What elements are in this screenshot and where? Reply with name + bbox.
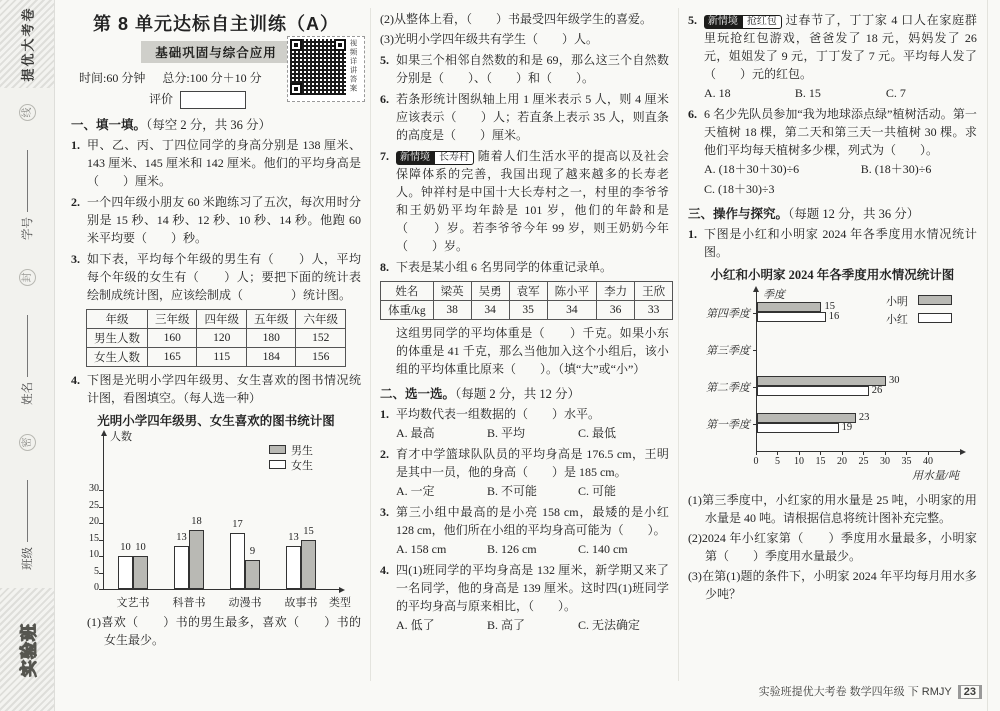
question-text: 甲、乙、丙、丁四位同学的身高分别是 138 厘米、143 厘米、145 厘米和 142 厘米。他们的平均身高是（ ）厘米。 (87, 138, 361, 189)
question-s1-4-sub2: (2)从整体上看，（ ）书最受四年级学生的喜爱。 (379, 12, 652, 26)
x-category-label: 动漫书 (228, 597, 262, 610)
table-cell: 36 (597, 301, 635, 320)
page-footer (759, 683, 982, 699)
bar-value-label: 9 (249, 545, 256, 557)
option-c: C. 7 (885, 86, 906, 100)
section-3-title: 三、操作与探究。 (687, 207, 788, 221)
bar-girls (286, 546, 301, 589)
bar-value-label: 10 (135, 542, 146, 554)
name-blank-line (27, 315, 28, 377)
student-id-label: 学号 (22, 217, 34, 240)
x-tick-label: 10 (793, 456, 804, 467)
question-text: 这组男同学的平均体重是（ ）千克。如果小东的体重是 41 千克，那么当他加入这个小组后，该小组的平均体重比原来（ ）。（填“大”或“小”） (395, 326, 669, 376)
question-s3-1-sub2: (2)2024 年小红家第（ ）季度用水量最多，小明家第（ ）季度用水量最少。 (687, 531, 977, 563)
time-label: 时间:60 分钟 (79, 71, 146, 85)
page-title: 第 8 单元达标自主训练（A） (92, 14, 339, 34)
y-tick-mark (99, 556, 103, 557)
bar-xiaoming (757, 302, 822, 312)
table-cell: 四年级 (197, 310, 247, 329)
y-tick-mark (99, 589, 103, 590)
x-tick-mark (906, 452, 907, 455)
evaluation-label: 评价 (149, 92, 174, 106)
question-s3-1-sub3: (3)在第(1)题的条件下，小明家 2024 年平均每月用水多少吨？ (687, 569, 977, 601)
table-cell: 152 (296, 329, 346, 348)
qr-code (287, 36, 365, 102)
evaluation-input-box[interactable] (180, 91, 246, 109)
table-cell: 156 (296, 348, 346, 367)
y-tick-mark (99, 540, 103, 541)
bar-boys (301, 540, 316, 590)
question-s1-4-sub3: (3)光明小学四年级共有学生（ ）人。 (379, 32, 598, 46)
table-cell: 体重/kg (380, 301, 433, 320)
data-table (380, 281, 673, 320)
option-a: A. 一定 (395, 484, 435, 498)
grade-table (71, 309, 361, 367)
table-cell: 120 (197, 329, 247, 348)
legend-label: 小明 (885, 296, 908, 308)
bar-value-label: 10 (120, 542, 131, 554)
bar-value-label: 19 (841, 422, 853, 433)
option-b: B. 15 (794, 86, 821, 100)
bar-xiaoming (757, 376, 886, 386)
y-tick-mark (99, 507, 103, 508)
options-s2-5 (704, 84, 977, 102)
x-axis-arrow-icon (339, 587, 345, 593)
x-tick-mark (820, 452, 821, 455)
x-tick-mark (863, 452, 864, 455)
y-tick-mark (753, 424, 756, 425)
y-tick-mark (753, 387, 756, 388)
class-label: 班级 (22, 547, 34, 570)
question-s1-2 (71, 193, 361, 247)
seal-sidebar (0, 0, 55, 711)
student-id-blank-line (27, 150, 28, 212)
table-cell: 33 (635, 301, 673, 320)
option-b: B. 126 cm (486, 542, 537, 556)
section-3-note: （每题 12 分，共 36 分） (787, 207, 920, 221)
table-cell: 160 (147, 329, 197, 348)
bar-boys (133, 556, 148, 589)
question-number: 5. (687, 13, 697, 27)
water-bar-chart (688, 265, 977, 489)
question-number: 2. (379, 447, 389, 461)
x-axis (103, 589, 341, 590)
question-text: 若条形统计图纵轴上用 1 厘米表示 5 人，则 4 厘米应该表示（ ）人；若直条上表示 35 人，则直条的高度是（ ）厘米。 (395, 92, 669, 142)
new-context-badge: 新情境 (396, 151, 434, 165)
seal-char-xian: 线 (19, 104, 36, 121)
bar-value-label: 23 (858, 412, 870, 423)
y-tick-label: 30 (89, 483, 99, 495)
x-axis-label: 类型 (329, 597, 351, 610)
sidebar-top-badge (0, 0, 54, 88)
x-tick-mark (756, 452, 757, 455)
books-chart-plot (71, 431, 363, 611)
y-tick-mark (99, 523, 103, 524)
question-text: 6 名少先队员参加“我为地球添点绿”植树活动。第一天植树 18 棵，第二天和第三天一共植树 30 棵。求他们平均每天植树多少棵，列式为（ ）。 (703, 107, 977, 157)
legend-swatch (269, 445, 286, 454)
section-3-heading (688, 204, 977, 222)
x-tick-label: 30 (879, 456, 890, 467)
question-s1-4 (71, 371, 361, 407)
question-s3-1-sub1: (1)第三季度中，小红家的用水量是 25 吨，小明家的用水量是 40 吨。请根据信息将统计图补充完整。 (687, 493, 977, 525)
question-number: 7. (379, 149, 389, 163)
question-s2-6 (688, 105, 977, 159)
bar-value-label: 26 (871, 385, 883, 396)
table-cell: 李力 (597, 282, 635, 301)
books-chart-title: 光明小学四年级男、女生喜欢的图书统计图 (97, 414, 335, 429)
question-number: 5. (379, 53, 389, 67)
y-tick-label: 15 (89, 532, 99, 544)
question-number: 6. (379, 92, 389, 106)
legend-swatch (918, 313, 952, 323)
question-s1-4-sub1: (1)喜欢（ ）书的男生最多，喜欢（ ）书的女生最少。 (87, 615, 361, 648)
question-number: 8. (379, 260, 389, 274)
section-2-title: 二、选一选。 (379, 387, 455, 401)
option-b: B. (18＋30)÷6 (860, 162, 932, 176)
option-a: A. 低了 (395, 618, 435, 632)
option-a: A. 158 cm (395, 542, 447, 556)
table-cell: 三年级 (147, 310, 197, 329)
qr-caption: 视频详讲答案 (348, 39, 358, 93)
option-c: C. (18＋30)÷3 (703, 182, 775, 196)
table-cell: 五年级 (246, 310, 296, 329)
legend-swatch (918, 295, 952, 305)
y-category-label: 第四季度 (705, 308, 750, 320)
options-s2-6-row1 (704, 160, 977, 178)
legend-label: 男生 (291, 445, 313, 458)
question-text: 第三小组中最高的是小亮 158 cm，最矮的是小红 128 cm，他们所在小组的平均身高可能为（ ）。 (395, 505, 669, 537)
table-cell: 34 (547, 301, 597, 320)
bar-value-label: 16 (828, 311, 840, 322)
question-text: 随着人们生活水平的提高以及社会保障体系的完善，我国出现了越来越多的长寿老人。钟祥村是中国十大长寿村之一，村里的李爷爷和王奶奶平均年龄是 101 岁，他们的年龄和是（ ）岁。若李爷爷今年 99 岁，则王奶奶今年（ ）岁。 (395, 149, 669, 253)
section-1-title: 一、填一填。 (71, 118, 147, 133)
x-tick-label: 35 (901, 456, 912, 467)
new-context-badge: 新情境 (704, 15, 742, 29)
y-tick-mark (99, 573, 103, 574)
question-s1-8-after (380, 324, 669, 378)
x-tick-label: 20 (836, 456, 847, 467)
question-s2-3 (380, 503, 669, 539)
bar-xiaohong (757, 386, 869, 396)
x-tick-mark (799, 452, 800, 455)
seal-strip (0, 88, 54, 586)
question-text: 如下表，平均每个年级的男生有（ ）人，平均每个年级的女生有（ ）人；要把下面的统计表绘制成统计图，应该绘制成（ ）统计图。 (87, 252, 361, 303)
question-text: 过春节了，丁丁家 4 口人在家庭群里玩抢红包游戏，爸爸发了 18 元，妈妈发了 26 元，姐姐发了 9 元，丁丁发了 7 元。平均每人发了（ ）元的红包。 (703, 13, 977, 81)
question-s1-8 (380, 258, 669, 276)
question-number: 2. (71, 195, 80, 210)
bar-xiaohong (757, 312, 826, 322)
y-axis-arrow-icon (101, 430, 107, 436)
option-c: C. 140 cm (577, 542, 628, 556)
table-cell: 184 (246, 348, 296, 367)
water-chart-title: 小红和小明家 2024 年各季度用水情况统计图 (710, 268, 955, 282)
y-tick-label: 20 (89, 516, 99, 528)
question-number: 3. (71, 252, 80, 267)
bar-value-label: 18 (191, 515, 202, 527)
series-name-vertical: 提优大考卷 (20, 6, 36, 82)
bar-girls (174, 546, 189, 589)
class-field (19, 480, 35, 570)
question-text: 如果三个相邻自然数的和是 69，那么这三个自然数分别是（ ）、（ ）和（ ）。 (395, 53, 669, 85)
option-a: A. 18 (703, 86, 731, 100)
section-2-heading (380, 384, 669, 402)
question-number: 6. (687, 107, 697, 121)
table-cell: 180 (246, 329, 296, 348)
x-tick-mark (777, 452, 778, 455)
bar-value-label: 17 (232, 519, 243, 531)
table-cell: 袁军 (509, 282, 547, 301)
weight-table (380, 281, 669, 320)
option-b: B. 不可能 (486, 484, 537, 498)
question-text: 下图是小红和小明家 2024 年各季度用水情况统计图。 (703, 227, 977, 259)
bar-boys (245, 560, 260, 590)
bar-value-label: 30 (888, 375, 900, 386)
water-chart-plot (688, 285, 980, 489)
table-cell: 34 (471, 301, 509, 320)
y-tick-mark (753, 313, 756, 314)
x-tick-label: 15 (815, 456, 826, 467)
option-b: B. 高了 (486, 618, 525, 632)
legend-label: 小红 (885, 314, 908, 326)
question-text: 育才中学篮球队队员的平均身高是 176.5 cm，王明是其中一员，他的身高（ ）是 185 cm。 (395, 447, 669, 479)
bar-boys (189, 530, 204, 589)
y-tick-label: 10 (89, 549, 99, 561)
option-c: C. 可能 (577, 484, 616, 498)
qr-finder-icon (334, 39, 346, 51)
table-cell: 陈小平 (547, 282, 597, 301)
paper-header (71, 10, 361, 109)
table-cell: 梁英 (433, 282, 471, 301)
x-axis-label: 用水量/吨 (911, 470, 959, 482)
class-blank-line (27, 480, 28, 542)
question-number: 4. (379, 563, 389, 577)
question-number: 4. (71, 373, 80, 388)
table-cell: 六年级 (296, 310, 346, 329)
question-s1-5 (380, 51, 669, 87)
legend-label: 女生 (291, 460, 313, 473)
page-content (54, 0, 1000, 711)
question-text: 下表是某小组 6 名男同学的体重记录单。 (395, 260, 612, 274)
x-tick-label: 40 (922, 456, 933, 467)
bar-girls (118, 556, 133, 589)
option-c: C. 无法确定 (577, 618, 640, 632)
table-cell: 38 (433, 301, 471, 320)
seal-char-mi: 密 (19, 434, 36, 451)
x-axis (756, 451, 962, 452)
y-tick-mark (753, 350, 756, 351)
books-bar-chart (71, 411, 361, 611)
score-label: 总分:100 分＋10 分 (162, 71, 262, 85)
question-number: 1. (687, 227, 697, 241)
option-a: A. (18＋30＋30)÷6 (703, 162, 800, 176)
column-2 (370, 8, 678, 681)
qr-finder-icon (290, 39, 302, 51)
bar-value-label: 15 (303, 525, 314, 537)
section-1-heading (71, 115, 361, 133)
section-1-note: （每空 2 分，共 36 分） (146, 118, 272, 133)
name-label: 姓名 (22, 382, 34, 405)
seal-rotor (0, 88, 54, 586)
x-tick-mark (842, 452, 843, 455)
topic-badge: 长寿村 (434, 151, 474, 165)
legend-swatch (269, 460, 286, 469)
column-3 (678, 8, 986, 681)
question-s2-5 (688, 11, 977, 83)
question-s1-7 (380, 147, 669, 255)
y-tick-label: 0 (94, 582, 99, 594)
question-number: 1. (379, 407, 389, 421)
question-s2-4 (380, 561, 669, 615)
y-axis-label: 人数 (110, 431, 132, 444)
y-tick-label: 25 (89, 499, 99, 511)
x-axis-arrow-icon (960, 449, 966, 455)
question-s2-1 (380, 405, 669, 423)
x-tick-mark (885, 452, 886, 455)
table-cell: 年级 (86, 310, 147, 329)
subtitle-badge: 基础巩固与综合应用 (141, 41, 291, 63)
sidebar-bottom-badge (0, 588, 54, 711)
question-text: 四(1)班同学的平均身高是 132 厘米，新学期又来了一名同学，他的身高是 139 厘米。这时四(1)班同学的平均身高与原来相比，（ ）。 (395, 563, 669, 613)
table-cell: 王欣 (635, 282, 673, 301)
question-text: 下图是光明小学四年级男、女生喜欢的图书情况统计图，看图填空。（每人选一种） (87, 373, 361, 406)
table-cell: 165 (147, 348, 197, 367)
y-category-label: 第二季度 (705, 382, 750, 394)
table-cell: 吴勇 (471, 282, 509, 301)
options-s2-1 (396, 424, 669, 442)
table-cell: 35 (509, 301, 547, 320)
seal-char-feng: 封 (19, 269, 36, 286)
y-axis-label: 季度 (762, 289, 785, 301)
question-s3-1 (688, 225, 977, 261)
student-id-field (19, 150, 35, 240)
y-axis-arrow-icon (753, 286, 759, 292)
name-field (19, 315, 35, 405)
option-b: B. 平均 (486, 426, 525, 440)
table-cell: 男生人数 (86, 329, 147, 348)
question-number: 1. (71, 138, 80, 153)
x-tick-label: 0 (753, 456, 759, 467)
y-tick-mark (99, 490, 103, 491)
y-axis (103, 435, 104, 589)
y-tick-label: 5 (94, 565, 99, 577)
question-s1-1 (71, 136, 361, 190)
question-s2-2 (380, 445, 669, 481)
bar-value-label: 15 (824, 301, 835, 312)
x-tick-label: 25 (858, 456, 869, 467)
x-category-label: 科普书 (172, 597, 206, 610)
brand-logo-vertical: 实验班 (19, 622, 39, 677)
x-tick-mark (928, 452, 929, 455)
x-tick-label: 5 (774, 456, 780, 467)
bar-value-label: 13 (288, 532, 299, 544)
bar-xiaohong (757, 423, 839, 433)
qr-finder-icon (290, 83, 302, 95)
x-category-label: 文艺书 (116, 597, 150, 610)
question-text: 一个四年级小朋友 60 米跑练习了五次，每次用时分别是 15 秒、14 秒、12 秒、10 秒、14 秒。他跑 60 米平均要（ ）秒。 (87, 195, 361, 246)
options-s2-4 (396, 616, 669, 634)
table-cell: 115 (197, 348, 247, 367)
data-table (86, 309, 346, 367)
table-cell: 女生人数 (86, 348, 147, 367)
footer-text: 实验班提优大考卷 数学四年级 下 RMJY (758, 686, 952, 698)
options-s2-6-row2 (704, 180, 977, 198)
qr-pattern (290, 39, 346, 95)
topic-badge: 抢红包 (742, 15, 782, 29)
section-2-note: （每题 2 分，共 12 分） (454, 387, 580, 401)
option-c: C. 最低 (577, 426, 616, 440)
bar-girls (230, 533, 245, 589)
y-category-label: 第一季度 (705, 419, 750, 431)
question-s1-6 (380, 90, 669, 144)
options-s2-2 (396, 482, 669, 500)
option-a: A. 最高 (395, 426, 435, 440)
options-s2-3 (396, 540, 669, 558)
question-number: 3. (379, 505, 389, 519)
column-1 (62, 8, 370, 681)
page-number: 23 (958, 685, 982, 699)
question-s1-3 (71, 250, 361, 304)
bar-value-label: 13 (176, 532, 187, 544)
x-category-label: 故事书 (284, 597, 318, 610)
question-text: 平均数代表一组数据的（ ）水平。 (395, 407, 600, 421)
table-cell: 姓名 (380, 282, 433, 301)
y-category-label: 第三季度 (705, 345, 750, 357)
